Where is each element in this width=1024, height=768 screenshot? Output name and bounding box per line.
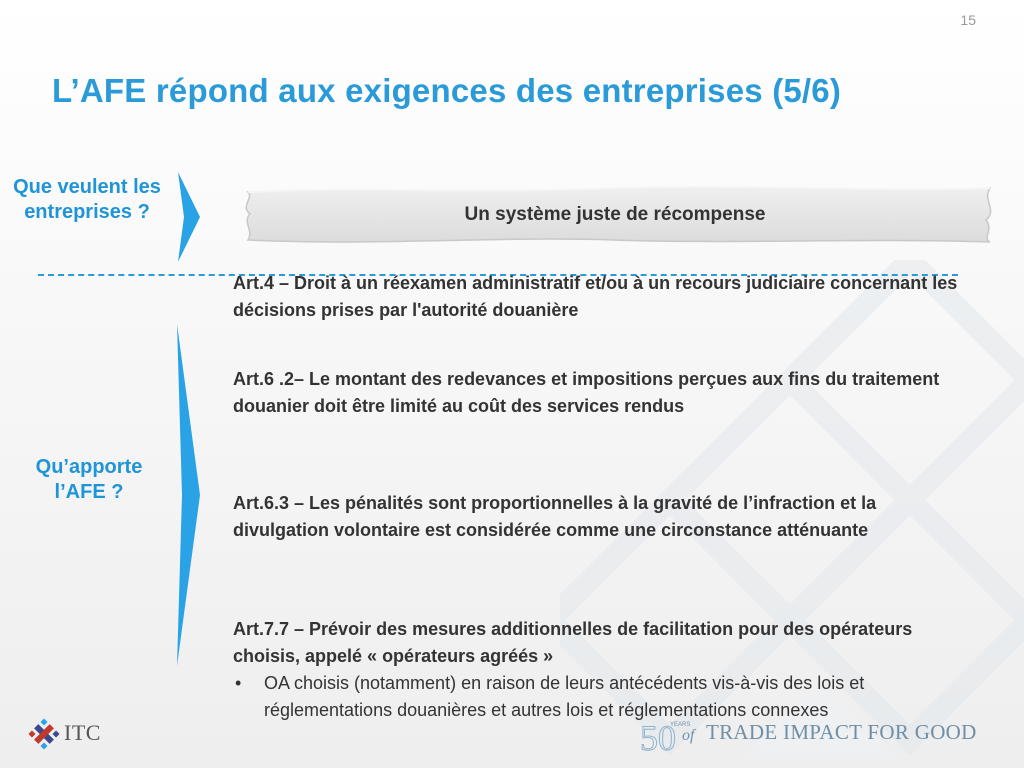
chevron-right-icon xyxy=(174,324,202,666)
bullet-marker: • xyxy=(235,673,242,693)
anniversary-of: of xyxy=(682,727,695,744)
article-6-2: Art.6 .2– Le montant des redevances et impositions perçues aux fins du traitement douanier doit être limité au coût des services rendus xyxy=(233,369,940,416)
anniversary-number: 50 xyxy=(640,718,676,758)
anniversary-tagline: TRADE IMPACT FOR GOOD xyxy=(706,720,977,744)
article-7-7: Art.7.7 – Prévoir des mesures additionnelles de facilitation pour des opérateurs choisis, appelé « opérateurs agréés » xyxy=(233,619,913,666)
chevron-right-icon xyxy=(176,172,202,262)
page-number: 15 xyxy=(960,12,976,28)
bullet-text: OA choisis (notamment) en raison de leurs antécédents vis-à-vis des lois et réglementations douanières et autres lois et réglementations connexes xyxy=(264,673,865,720)
itc-logo-text: ITC xyxy=(64,720,101,745)
banner-text: Un système juste de récompense xyxy=(464,204,766,225)
question-label-2: Qu’apporte l’AFE ? xyxy=(35,456,143,503)
page-title: L’AFE répond aux exigences des entreprises (5/6) xyxy=(52,72,842,109)
bullet-item xyxy=(233,670,973,723)
article-6-3: Art.6.3 – Les pénalités sont proportionnelles à la gravité de l’infraction et la divulgation volontaire est considérée comme une circonstance atténuante xyxy=(233,493,877,540)
article-4: Art.4 – Droit à un réexamen administratif et/ou à un recours judiciaire concernant les décisions prises par l'autorité douanière xyxy=(233,273,958,320)
question-label-1: Que veulent les entreprises ? xyxy=(13,176,161,223)
anniversary-50-icon xyxy=(640,714,684,758)
anniversary-years: YEARS xyxy=(670,722,691,728)
